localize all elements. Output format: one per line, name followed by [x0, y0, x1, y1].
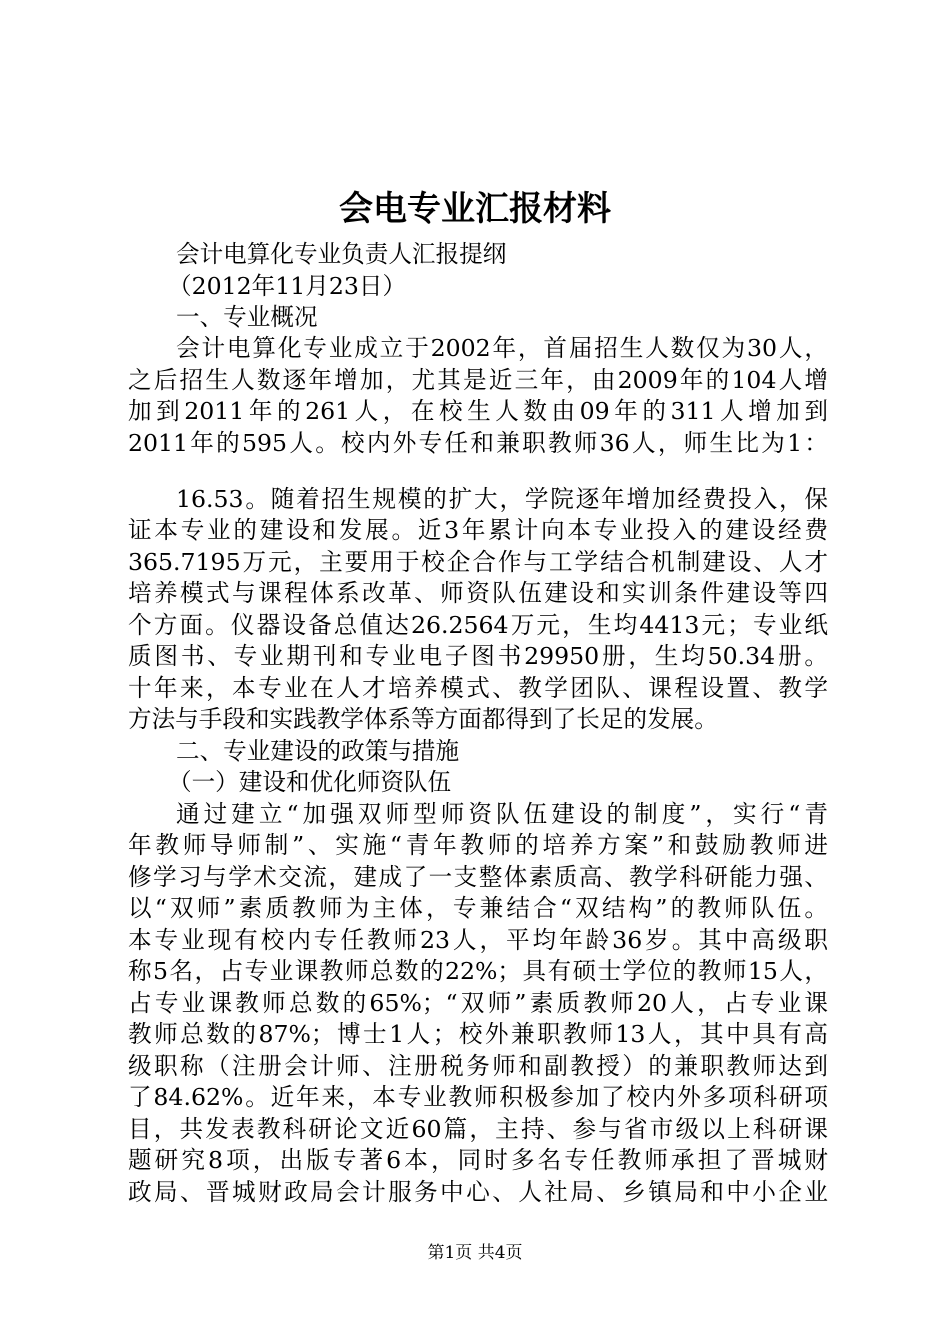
subsection-heading-1: （一）建设和优化师资队伍 — [168, 768, 452, 796]
paragraph-line: 个方面。仪器设备总值达26.2564万元，生均4413元；专业纸 — [128, 611, 828, 639]
paragraph-line: 题研究8项，出版专著6本，同时多名专任教师承担了晋城财 — [128, 1146, 828, 1174]
paragraph-line: 证本专业的建设和发展。近3年累计向本专业投入的建设经费 — [128, 516, 828, 544]
paragraph-line: 称5名，占专业课教师总数的22%；具有硕士学位的教师15人， — [128, 957, 828, 985]
subtitle-outline: 会计电算化专业负责人汇报提纲 — [176, 240, 507, 268]
paragraph-line: 占专业课教师总数的65%；“双师”素质教师20人，占专业课 — [128, 989, 828, 1017]
paragraph-line: 政局、晋城财政局会计服务中心、人社局、乡镇局和中小企业 — [128, 1178, 828, 1206]
paragraph-line: 本专业现有校内专任教师23人，平均年龄36岁。其中高级职 — [128, 926, 828, 954]
section-heading-2: 二、专业建设的政策与措施 — [176, 737, 460, 765]
paragraph-line: 通过建立“加强双师型师资队伍建设的制度”，实行“青 — [176, 800, 828, 828]
paragraph-line: 了84.62%。近年来，本专业教师积极参加了校内外多项科研项 — [128, 1083, 828, 1111]
paragraph-line: 2011年的595人。校内外专任和兼职教师36人，师生比为1： — [128, 429, 828, 457]
paragraph-line: 以“双师”素质教师为主体，专兼结合“双结构”的教师队伍。 — [128, 894, 828, 922]
paragraph-line: 质图书、专业期刊和专业电子图书29950册，生均50.34册。 — [128, 642, 828, 670]
paragraph-line: 加到2011年的261人，在校生人数由09年的311人增加到 — [128, 397, 828, 425]
paragraph-line: 目，共发表教科研论文近60篇，主持、参与省市级以上科研课 — [128, 1115, 828, 1143]
paragraph-line: 培养模式与课程体系改革、师资队伍建设和实训条件建设等四 — [128, 579, 828, 607]
section-heading-1: 一、专业概况 — [176, 303, 318, 331]
paragraph-line: 之后招生人数逐年增加，尤其是近三年，由2009年的104人增 — [128, 366, 828, 394]
paragraph-line: 会计电算化专业成立于2002年，首届招生人数仅为30人， — [176, 334, 828, 362]
paragraph-line: 365.7195万元，主要用于校企合作与工学结合机制建设、人才 — [128, 548, 828, 576]
paragraph-line: 修学习与学术交流，建成了一支整体素质高、教学科研能力强、 — [128, 863, 828, 891]
paragraph-line: 教师总数的87%；博士1人；校外兼职教师13人，其中具有高 — [128, 1020, 828, 1048]
document-title: 会电专业汇报材料 — [339, 189, 611, 229]
subtitle-date: （2012年11月23日） — [168, 272, 407, 300]
paragraph-line: 级职称（注册会计师、注册税务师和副教授）的兼职教师达到 — [128, 1052, 828, 1080]
page-footer: 第1页 共4页 — [427, 1243, 523, 1263]
paragraph-line: 十年来，本专业在人才培养模式、教学团队、课程设置、教学 — [128, 674, 828, 702]
paragraph-line: 年教师导师制”、实施“青年教师的培养方案”和鼓励教师进 — [128, 831, 828, 859]
paragraph-line: 方法与手段和实践教学体系等方面都得到了长足的发展。 — [128, 705, 718, 733]
paragraph-line: 16.53。随着招生规模的扩大，学院逐年增加经费投入，保 — [176, 485, 828, 513]
